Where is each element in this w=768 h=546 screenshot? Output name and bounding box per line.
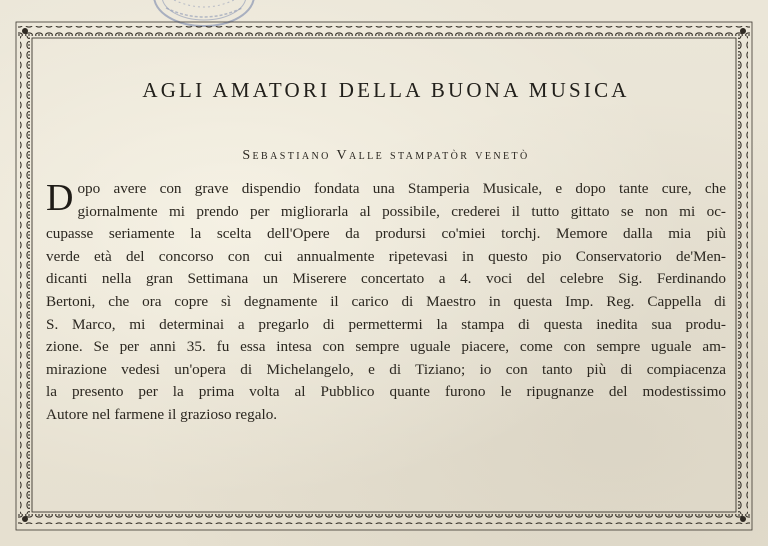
body-line: opo avere con grave dispendio fondata una Stamperia Musicale, e dopo tante cure, che [77, 180, 726, 197]
body-line: giornalmente mi prendo per migliorarla al possibile, crederei il tutto gittato se non mi oc- [77, 202, 726, 220]
body-line: Autore nel farmene il grazioso regalo. [46, 405, 278, 423]
main-title: AGLI AMATORI DELLA BUONA MUSICA [142, 78, 630, 102]
body-line: verde età del concorso con cui annualmente ripetevasi in questo pio Conservatorio de'Men- [46, 247, 726, 265]
body-line: zione. Se per anni 35. fu essa intesa con sempre uguale piacere, come con sempre uguale am- [46, 338, 726, 356]
body-line: Bertoni, che ora copre sì degnamente il carico di Maestro in questa Imp. Reg. Cappella di [46, 292, 726, 310]
body-paragraph [46, 178, 726, 427]
document-content [46, 78, 726, 427]
drop-cap: D [46, 177, 74, 219]
body-line: dicanti nella gran Settimana un Miserere concertato a 4. voci del celebre Sig. Ferdinando [46, 270, 726, 288]
body-line: mirazione vedesi un'opera di Michelangelo, e di Tiziano; io con tanto più di compiacenza [46, 360, 726, 378]
body-line: S. Marco, mi determinai a pregarlo di permettermi la stampa di questa inedita sua produ- [46, 315, 726, 333]
body-line: cupasse seriamente la scelta dell'Opere da prodursi co'miei torchj. Memore dalla mia più [46, 225, 726, 243]
body-line: la presento per la prima volta al Pubblico quante furono le ripugnanze del modestissimo [46, 383, 726, 401]
subtitle: Sebastiano Valle stampatòr venetò [242, 148, 530, 163]
